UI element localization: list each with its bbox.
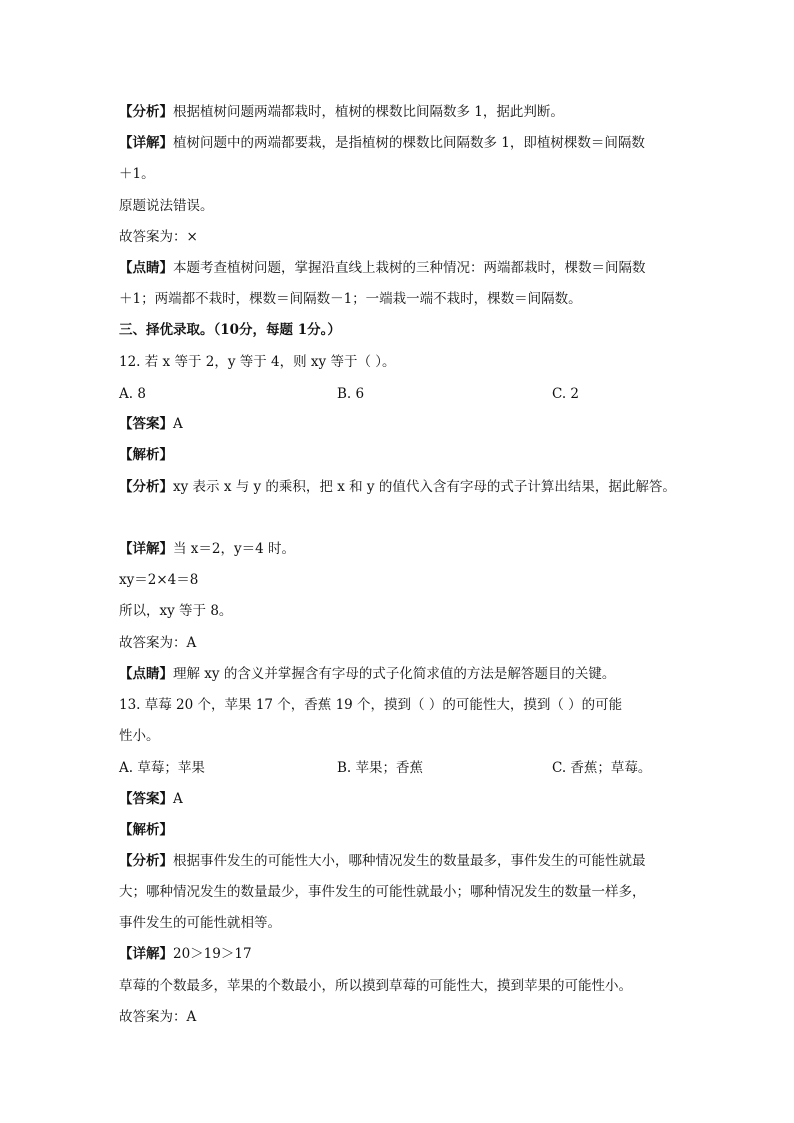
q12-analysis-header: 【解析】 — [119, 447, 173, 463]
q13-conclusion: 草莓的个数最多，苹果的个数最小，所以摸到草莓的可能性大，摸到苹果的可能性小。 — [119, 978, 632, 994]
q12-calc: xy＝2×4＝8 — [119, 572, 199, 588]
q12-answer-tag: 【答案】 — [119, 416, 173, 432]
q12-detail — [119, 541, 295, 557]
q12-detail-text: 当 x＝2，y＝4 时。 — [173, 541, 296, 557]
q11-analysis-tag: 【分析】 — [119, 104, 173, 120]
q12-option-c: C. 2 — [552, 386, 580, 402]
q13-answer-value: A — [173, 791, 183, 807]
q13-analysis — [119, 853, 646, 869]
q11-detail-tag: 【详解】 — [119, 135, 173, 151]
q11-conclusion: 原题说法错误。 — [119, 198, 214, 214]
section-title: 三、择优录取。（10分，每题 1分。） — [119, 322, 341, 338]
q11-detail — [119, 135, 645, 151]
q12-conclusion: 所以，xy 等于 8。 — [119, 603, 233, 619]
q13-answer-line — [119, 791, 183, 807]
q11-detail-cont: ＋1。 — [119, 166, 155, 182]
q13-analysis-cont-1: 大；哪种情况发生的数量最少，事件发生的可能性就最小；哪种情况发生的数量一样多， — [119, 884, 646, 900]
q13-detail — [119, 946, 252, 962]
q11-comment-text: 本题考查植树问题，掌握沿直线上栽树的三种情况：两端都栽时，棵数＝间隔数 — [173, 260, 646, 276]
q13-option-b: B. 苹果；香蕉 — [337, 760, 424, 776]
q12-option-a: A. 8 — [119, 386, 146, 402]
q12-analysis-text: xy 表示 x 与 y 的乘积，把 x 和 y 的值代入含有字母的式子计算出结果，据此解答。 — [173, 479, 676, 495]
q12-answer-line — [119, 416, 183, 432]
q13-answer: 故答案为：A — [119, 1009, 197, 1025]
q13-analysis-tag: 【分析】 — [119, 853, 173, 869]
q13-analysis-header: 【解析】 — [119, 822, 173, 838]
q12-comment-tag: 【点睛】 — [119, 666, 173, 682]
q11-detail-text: 植树问题中的两端都要栽，是指植树的棵数比间隔数多 1，即植树棵数＝间隔数 — [173, 135, 645, 151]
q12-answer-value: A — [173, 416, 183, 432]
q12-option-b: B. 6 — [337, 386, 365, 402]
q12-analysis — [119, 479, 676, 495]
q13-stem-cont: 性小。 — [119, 728, 160, 744]
q11-comment-tag: 【点睛】 — [119, 260, 173, 276]
q12-stem: 12. 若 x 等于 2，y 等于 4，则 xy 等于（ ）。 — [119, 354, 396, 370]
q13-detail-tag: 【详解】 — [119, 946, 173, 962]
q11-answer: 故答案为：× — [119, 229, 198, 245]
q11-comment-cont: ＋1；两端都不栽时，棵数＝间隔数－1；一端栽一端不栽时，棵数＝间隔数。 — [119, 291, 582, 307]
q12-detail-tag: 【详解】 — [119, 541, 173, 557]
q13-option-a: A. 草莓；苹果 — [119, 760, 205, 776]
q11-comment — [119, 260, 646, 276]
q12-analysis-tag: 【分析】 — [119, 479, 173, 495]
q13-analysis-text: 根据事件发生的可能性大小，哪种情况发生的数量最多，事件发生的可能性就最 — [173, 853, 646, 869]
q13-analysis-cont-2: 事件发生的可能性就相等。 — [119, 915, 281, 931]
q13-answer-tag: 【答案】 — [119, 791, 173, 807]
q12-comment-text: 理解 xy 的含义并掌握含有字母的式子化简求值的方法是解答题目的关键。 — [173, 666, 616, 682]
q13-detail-text: 20＞19＞17 — [173, 946, 252, 962]
q13-option-c: C. 香蕉；草莓。 — [552, 760, 652, 776]
q11-analysis — [119, 104, 564, 120]
q13-stem: 13. 草莓 20 个，苹果 17 个，香蕉 19 个，摸到（ ）的可能性大，摸到（ ）的可能 — [119, 697, 623, 713]
q12-answer: 故答案为：A — [119, 635, 197, 651]
q11-analysis-text: 根据植树问题两端都栽时，植树的棵数比间隔数多 1，据此判断。 — [173, 104, 564, 120]
q12-comment — [119, 666, 615, 682]
